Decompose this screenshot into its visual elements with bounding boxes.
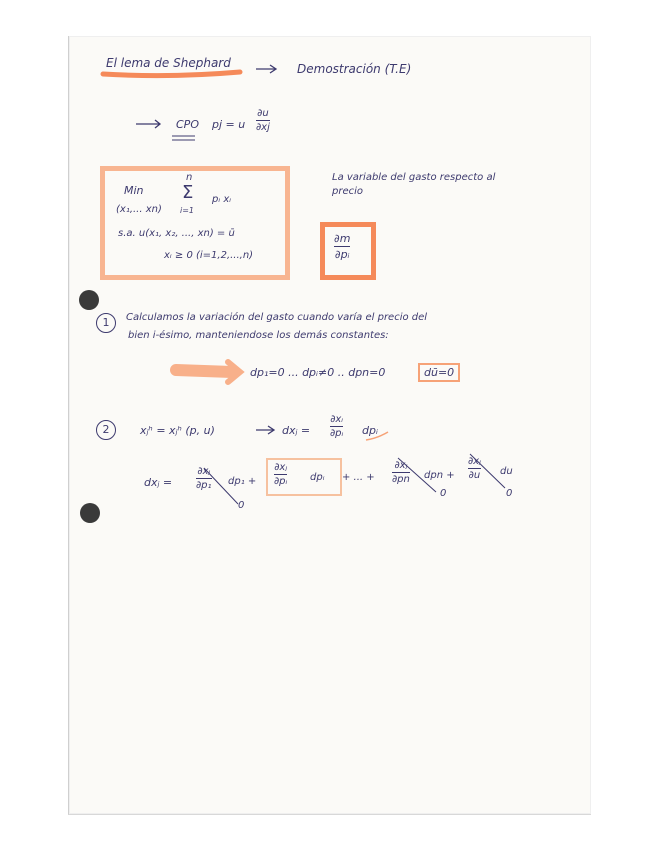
note-line1: La variable del gasto respecto al	[332, 172, 496, 183]
exp-term4	[468, 456, 481, 481]
exp-t1-tail: dp₁ +	[228, 476, 257, 487]
step2-dx: dxⱼ =	[282, 424, 311, 437]
cpo-num: ∂u	[257, 108, 269, 119]
exp-zero-4: 0	[506, 488, 513, 499]
step2-num: ∂xᵢ	[330, 414, 344, 425]
step2-tail: dpᵢ	[362, 424, 378, 437]
exp-t3-tail: dpn +	[424, 470, 455, 481]
sum-symbol: Σ	[182, 182, 194, 203]
exp-t3-num: ∂xⱼ	[394, 460, 408, 471]
deriv-fraction	[334, 232, 350, 261]
step2-den: ∂pᵢ	[330, 428, 344, 439]
cpo-lhs: pj = u	[212, 118, 246, 131]
exp-term2	[274, 462, 287, 487]
note-line2: precio	[332, 186, 364, 197]
sum-top: n	[186, 172, 193, 183]
problem-min: Min	[124, 184, 144, 197]
cpo-label: CPO	[176, 118, 199, 131]
exp-lhs: dxⱼ =	[144, 476, 173, 489]
exp-term1	[196, 466, 212, 491]
sum-bottom: i=1	[180, 206, 195, 215]
cpo-den: ∂xj	[256, 122, 270, 133]
step2-number: 2	[96, 420, 116, 440]
exp-zero-3: 0	[440, 488, 447, 499]
exp-t4-tail: du	[500, 466, 513, 477]
header-title: El lema de Shephard	[106, 56, 231, 70]
sum-term: pᵢ xᵢ	[212, 194, 232, 205]
exp-t3-den: ∂pn	[392, 474, 410, 485]
step1-eq: dp₁=0 ... dpᵢ≠0 .. dpn=0	[250, 366, 386, 379]
exp-t1-den: ∂p₁	[196, 480, 212, 491]
exp-term3	[392, 460, 410, 485]
step1-eq-boxed: dū=0	[418, 363, 460, 382]
exp-zero-1: 0	[238, 500, 245, 511]
step1-line1: Calculamos la variación del gasto cuando varía el precio del	[126, 312, 428, 323]
exp-t1-num: ∂xⱼ	[197, 466, 211, 477]
step1-line2: bien i-ésimo, manteniendose los demás constantes:	[128, 330, 389, 341]
step2-lhs: xⱼʰ = xⱼʰ (p, u)	[140, 424, 215, 437]
exp-t2-den: ∂pᵢ	[274, 476, 288, 487]
exp-t2-tail: dpᵢ	[310, 472, 325, 483]
header-demo: Demostración (T.E)	[297, 62, 412, 76]
step1-number: 1	[96, 313, 116, 333]
deriv-den: ∂pᵢ	[334, 248, 350, 261]
problem-vars: (x₁,... xn)	[116, 204, 162, 215]
exp-dots: + ... +	[342, 472, 375, 483]
deriv-num: ∂m	[334, 232, 351, 245]
exp-t4-den: ∂u	[468, 470, 481, 481]
cpo-fraction	[256, 108, 270, 133]
exp-t2-num: ∂xⱼ	[274, 462, 288, 473]
exp-t4-num: ∂xⱼ	[468, 456, 481, 467]
problem-nonneg: xᵢ ≥ 0 (i=1,2,...,n)	[164, 250, 254, 261]
step2-fraction	[330, 414, 343, 439]
problem-constraint: s.a. u(x₁, x₂, ..., xn) = ū	[118, 228, 235, 239]
